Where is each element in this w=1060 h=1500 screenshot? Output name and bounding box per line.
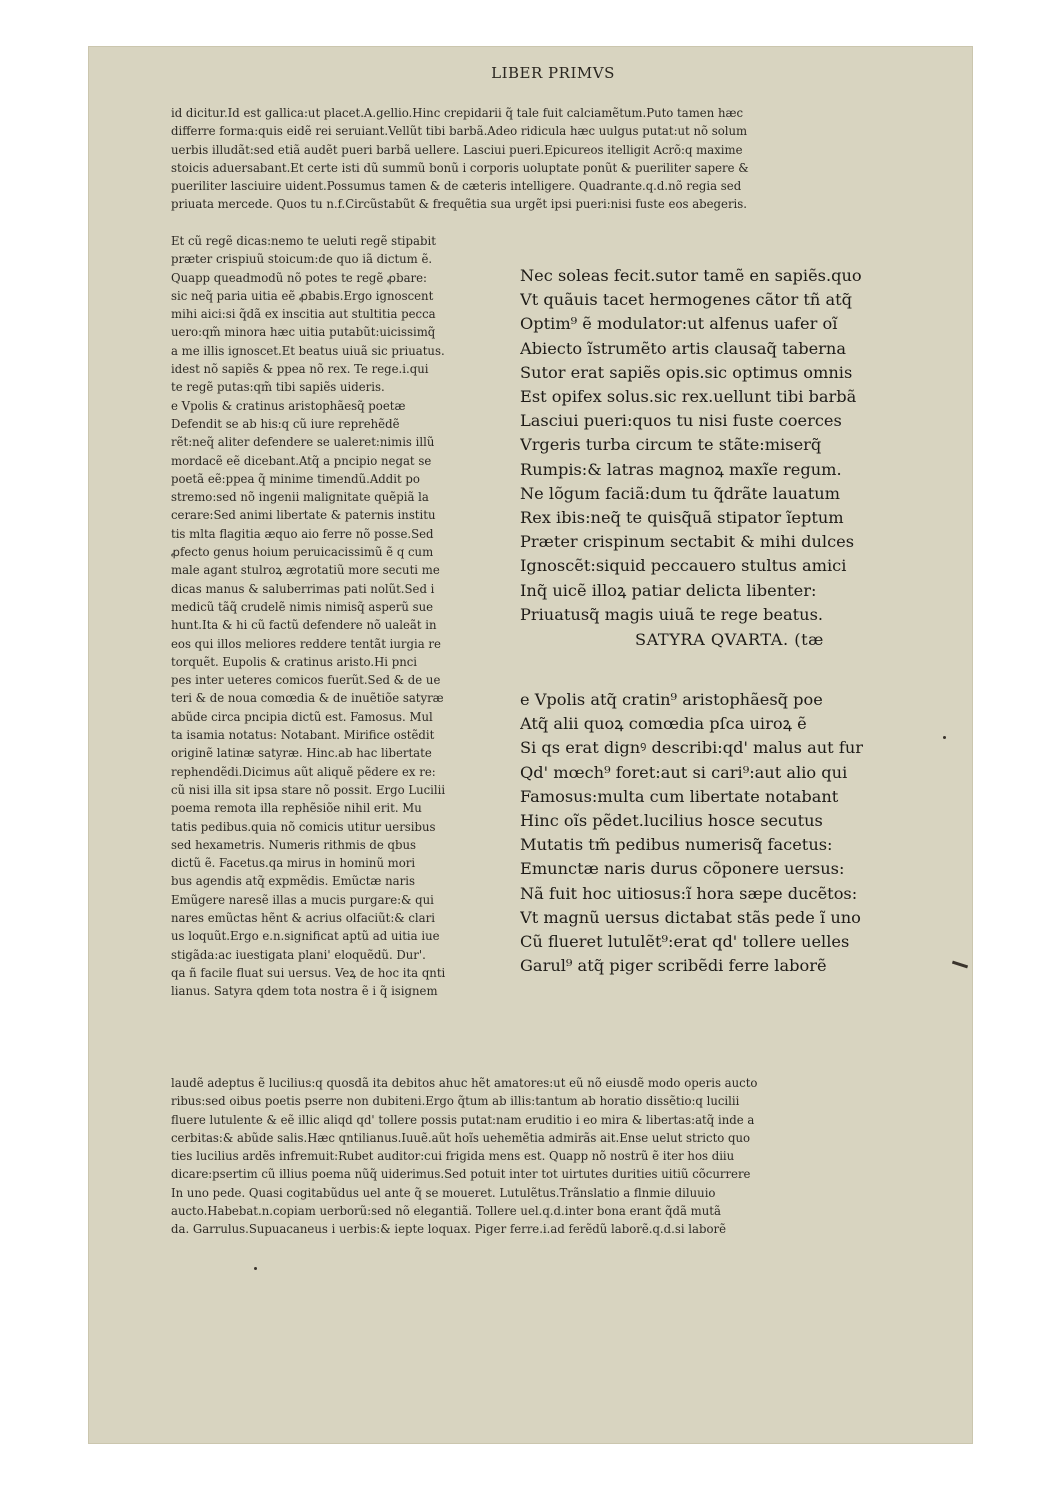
commentary-line: ribus:sed oibus poetis pserre non dubiteni.Ergo q̃tum ab illis:tantum ab horatio dissẽtio:q lucilii <box>171 1094 740 1109</box>
commentary-line: Defendit se ab his:q cũ iure reprehẽdẽ <box>171 416 400 431</box>
commentary-line: Quapp queadmodũ nõ potes te regẽ ꝓbare: <box>171 270 427 285</box>
verse-line: Nec soleas fecit.sutor tamẽ en sapiẽs.quo <box>520 266 862 285</box>
commentary-line: dictũ ẽ. Facetus.qa mirus in hominũ mori <box>171 856 416 871</box>
verse-line: Si qs erat dignꝰ describi:qd' malus aut fur <box>520 738 863 758</box>
verse-line: Ne lõgum faciã:dum tu q̃drãte lauatum <box>520 483 840 503</box>
verse-line: Famosus:multa cum libertate notabant <box>520 786 839 806</box>
satyra-quarta-heading <box>520 628 960 652</box>
commentary-line: pueriliter lasciuire uident.Possumus tamen & de cæteris intelligere. Quadrante.q.d.nõ regia sed <box>171 179 742 194</box>
commentary-line: e Vpolis & cratinus aristophãesq̃ poetæ <box>171 398 406 413</box>
commentary-line: Et cũ regẽ dicas:nemo te ueluti regẽ stipabit <box>171 234 436 248</box>
commentary-line: sic neq̃ paria uitia eẽ ꝓbabis.Ergo ignoscent <box>171 288 434 303</box>
commentary-line: abũde circa pncipia dictũ est. Famosus. Mul <box>171 709 433 724</box>
section-heading: SATYRA QVARTA. (tæ <box>635 630 824 649</box>
running-head: LIBER PRIMVS <box>491 64 615 82</box>
commentary-line: In uno pede. Quasi cogitabũdus uel ante q̃ se moueret. Lutulẽtus.Trãnslatio a flnmie diluuio <box>171 1185 716 1200</box>
commentary-line: uero:qm̃ minora hæc uitia putabũt:uicissimq̃ <box>171 325 436 340</box>
verse-line: Vrgeris turba circum te stãte:miserq̃ <box>520 435 822 455</box>
commentary-line: nares emũctas hẽnt & acrius olfaciũt:& clari <box>171 910 435 925</box>
commentary-line: medicũ tãq̃ crudelẽ nimis nimisq̃ asperũ sue <box>171 599 434 614</box>
commentary-line: lianus. Satyra qdem tota nostra ẽ i q̃ isignem <box>171 984 438 999</box>
commentary-line: ta isamia notatus: Notabant. Mirifice ostẽdit <box>171 728 435 743</box>
verse-line: e Vpolis atq̃ cratin⁹ aristophãesq̃ poe <box>520 690 823 709</box>
verse-line: Rumpis:& latras magnoꝝ maxĩe regum. <box>520 459 842 479</box>
verse-line: Præter crispinum sectabit & mihi dulces <box>520 532 855 552</box>
commentary-bottom <box>171 1074 891 1239</box>
verse-line: Qd' mœch⁹ foret:aut si cari⁹:aut alio qui <box>520 762 848 782</box>
commentary-line: rẽt:neq̃ aliter defendere se ualeret:nimis illũ <box>171 435 435 450</box>
commentary-line: mihi aici:si q̃dã ex inscitia aut stultitia pecca <box>171 307 436 322</box>
manuscript-page <box>88 46 973 1444</box>
commentary-line: sed hexametris. Numeris rithmis de qbus <box>171 837 417 852</box>
verse-line: Hinc oĩs pẽdet.lucilius hosce secutus <box>520 811 823 831</box>
commentary-line: tis mlta flagitia æquo aio ferre nõ posse.Sed <box>171 526 434 541</box>
ink-speck <box>254 1267 257 1270</box>
commentary-line: qa ñ facile fluat sui uersus. Veꝝ de hoc ita qnti <box>171 965 446 980</box>
commentary-line: cerbitas:& abũde salis.Hæc qntilianus.Iuuẽ.aũt hoĩs uehemẽtia admirãs ait.Ense uelut stricto quo <box>171 1130 751 1145</box>
commentary-line: cerare:Sed animi libertate & paternis institu <box>171 508 436 523</box>
verse-line: Lasciui pueri:quos tu nisi fuste coerces <box>520 411 842 431</box>
commentary-line: teri & de noua comœdia & de inuẽtiõe satyræ <box>171 691 444 706</box>
commentary-top <box>171 104 891 214</box>
commentary-line: us loquũt.Ergo e.n.significat aptũ ad uitia iue <box>171 929 440 944</box>
commentary-line: eos qui illos meliores reddere tentãt iurgia re <box>171 636 441 651</box>
verse-line: Cũ flueret lutulẽt⁹:erat qd' tollere uelles <box>520 932 850 952</box>
commentary-line: cũ nisi illa sit ipsa stare nõ possit. Ergo Lucilii <box>171 782 446 797</box>
verse-line: Abiecto ĩstrumẽto artis clausaq̃ taberna <box>520 338 846 358</box>
commentary-line: mordacẽ eẽ dicebant.Atq̃ a pncipio negat se <box>171 453 432 468</box>
commentary-line: hunt.Ita & hi cũ factũ defendere nõ ualeãt in <box>171 618 437 633</box>
commentary-line: præter crispiuũ stoicum:de quo iã dictum ẽ. <box>171 252 433 267</box>
commentary-line: dicare:psertim cũ illius poema nũq̃ uiderimus.Sed potuit inter tot uirtutes durities uitiũ cõcurrere <box>171 1167 751 1182</box>
verse-line: Rex ibis:neq̃ te quisq̃uã stipator ĩeptum <box>520 508 844 528</box>
verse-line: Vt quãuis tacet hermogenes cãtor tñ atq̃ <box>520 290 852 310</box>
verse-line: Atq̃ alii quoꝝ comœdia pſca uiroꝝ ẽ <box>520 714 807 734</box>
commentary-line: pes inter ueteres comicos fuerũt.Sed & de ue <box>171 673 441 688</box>
commentary-left-column <box>171 232 511 1000</box>
commentary-line: dicas manus & saluberrimas pati nolũt.Sed i <box>171 581 435 596</box>
verse-line: Nã fuit hoc uitiosus:ĩ hora sæpe ducẽtos: <box>520 883 858 903</box>
commentary-line: da. Garrulus.Supuacaneus i uerbis:& iepte loquax. Piger ferre.i.ad ferẽdũ laborẽ.q.d.si laborẽ <box>171 1222 727 1237</box>
commentary-line: uerbis illudãt:sed etiã audẽt pueri barbã uellere. Lasciui pueri.Epicureos itelligit Acrõ:q maxime <box>171 142 743 157</box>
commentary-line: te regẽ putas:qm̃ tibi sapiẽs uideris. <box>171 380 385 395</box>
verse-line: Vt magnũ uersus dictabat stãs pede ĩ uno <box>520 907 861 927</box>
verse-line: Priuatusq̃ magis uiuã te rege beatus. <box>520 604 824 624</box>
commentary-line: aucto.Habebat.n.copiam uerborũ:sed nõ elegantiã. Tollere uel.q.d.inter bona erant q̃dã mutã <box>171 1204 721 1219</box>
verse-line: Optim⁹ ẽ modulator:ut alfenus uafer oĩ <box>520 314 838 334</box>
verse-line: Est opifex solus.sic rex.uellunt tibi barbã <box>520 387 857 407</box>
commentary-line: Emũgere naresẽ illas a mucis purgare:& qui <box>171 892 434 907</box>
commentary-line: a me illis ignoscet.Et beatus uiuã sic priuatus. <box>171 343 445 358</box>
ink-speck <box>943 736 946 739</box>
commentary-line: stigãda:ac iuestigata plani' eloquẽdũ. Dur'. <box>171 947 426 962</box>
commentary-line: id dicitur.Id est gallica:ut placet.A.gellio.Hinc crepidarii q̃ tale fuit calciamẽtum.Puto tamen hæc <box>171 106 744 120</box>
commentary-line: poema remota illa rephẽsiõe nihil erit. Mu <box>171 801 422 816</box>
commentary-line: stoicis aduersabant.Et certe isti dũ summũ bonũ i corporis uoluptate ponũt & pueriliter sapere & <box>171 160 749 175</box>
verse-line: Ignoscẽt:siquid peccauero stultus amici <box>520 556 847 576</box>
commentary-line: fluere lutulente & eẽ illic aliqd qd' tollere possis putat:nam eruditio i eo mira & libertas:atq̃ inde a <box>171 1112 755 1127</box>
verse-column-after-heading <box>520 688 960 978</box>
commentary-line: priuata mercede. Quos tu n.f.Circũstabũt & frequẽtia sua urgẽt ipsi pueri:nisi fuste eos abegeris. <box>171 197 747 212</box>
commentary-line: male agant stulroꝝ ægrotatiũ more secuti me <box>171 563 440 578</box>
commentary-line: originẽ latinæ satyræ. Hinc.ab hac libertate <box>171 746 432 761</box>
verse-line: Sutor erat sapiẽs opis.sic optimus omnis <box>520 362 853 382</box>
verse-line: Emunctæ naris durus cõponere uersus: <box>520 859 845 879</box>
commentary-line: poetã eẽ:ppea q̃ minime timendũ.Addit po <box>171 471 420 486</box>
commentary-line: idest nõ sapiẽs & ppea nõ rex. Te rege.i.qui <box>171 362 429 377</box>
commentary-line: ꝓfecto genus hoium peruicacissimũ ẽ q cum <box>171 545 434 560</box>
commentary-line: rephendẽdi.Dicimus aũt aliquẽ pẽdere ex re: <box>171 764 436 779</box>
commentary-line: laudẽ adeptus ẽ lucilius:q quosdã ita debitos ahuc hẽt amatores:ut eũ nõ eiusdẽ modo operis aucto <box>171 1076 758 1090</box>
verse-line: Inq̃ uicẽ illoꝝ patiar delicta libenter: <box>520 580 817 600</box>
verse-line: Mutatis tm̃ pedibus numerisq̃ facetus: <box>520 835 833 855</box>
commentary-line: bus agendis atq̃ expmẽdis. Emũctæ naris <box>171 874 415 889</box>
commentary-line: ties lucilius ardẽs infremuit:Rubet auditor:cui frigida mens est. Quapp nõ nostrũ ẽ iter hos diiu <box>171 1149 735 1164</box>
commentary-line: stremo:sed nõ ingenii malignitate quẽpiã la <box>171 490 429 505</box>
verse-line: Garul⁹ atq̃ piger scribẽdi ferre laborẽ <box>520 956 827 976</box>
commentary-line: tatis pedibus.quia nõ comicis utitur uersibus <box>171 819 436 834</box>
commentary-line: differre forma:quis eidẽ rei seruiant.Vellũt tibi barbã.Adeo ridicula hæc uulgus putat:ut nõ solum <box>171 124 748 139</box>
verse-column <box>520 264 960 627</box>
commentary-line: torquẽt. Eupolis & cratinus aristo.Hi pnci <box>171 654 418 669</box>
